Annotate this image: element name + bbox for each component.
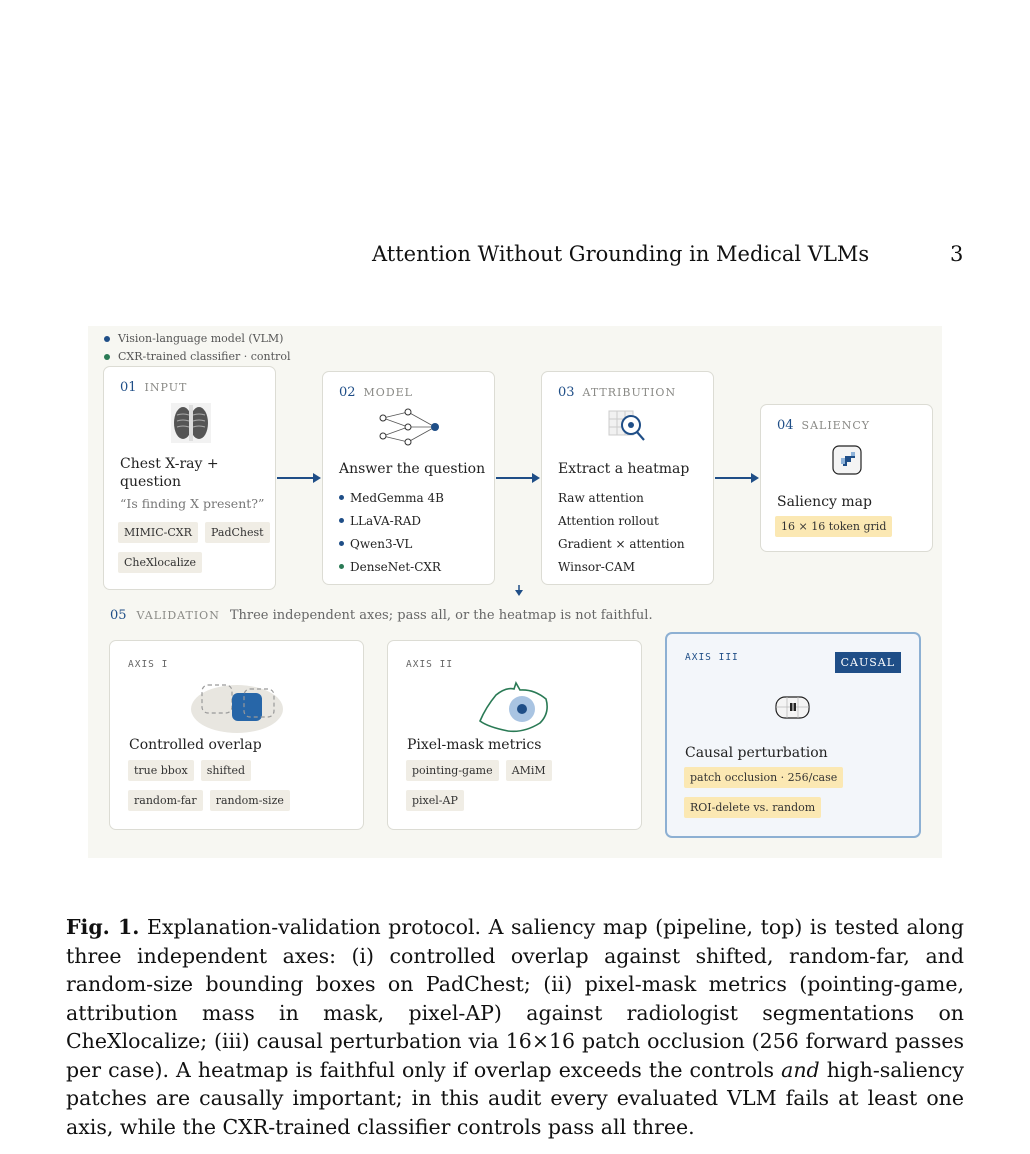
step-number: 05	[110, 608, 127, 623]
card-header	[558, 385, 676, 400]
step-tag: ATTRIBUTION	[582, 386, 677, 399]
validation-note: Three independent axes; pass all, or the heatmap is not faithful.	[229, 608, 653, 623]
model-name: LLaVA-RAD	[350, 513, 421, 528]
causal-badge: CAUSAL	[835, 652, 901, 673]
arrow-icon	[496, 477, 538, 479]
chip: pointing-game	[406, 760, 499, 781]
axis-label: AXIS I	[128, 659, 169, 670]
step-number: 04	[777, 418, 794, 433]
axis-chips	[128, 759, 353, 819]
axis-label: AXIS III	[685, 652, 739, 663]
legend-dot-icon	[104, 336, 110, 342]
model-card	[322, 371, 495, 585]
attribution-card	[541, 371, 714, 585]
step-number: 02	[339, 385, 356, 400]
overlap-icon	[190, 679, 284, 735]
card-title: Controlled overlap	[129, 737, 262, 753]
saliency-map-icon	[832, 445, 862, 475]
card-title: Answer the question	[339, 461, 486, 477]
arrow-icon	[277, 477, 319, 479]
card-title: Pixel-mask metrics	[407, 737, 542, 753]
card-header	[120, 380, 187, 395]
caption-text: high-saliency patches are causally important; in this audit every evaluated VLM fails at least one axis, while the CXR-trained classifier controls pass all three.	[66, 1057, 964, 1139]
chip: true bbox	[128, 760, 194, 781]
bullet-icon	[339, 541, 344, 546]
legend-label: Vision-language model (VLM)	[118, 332, 284, 345]
chip: CheXlocalize	[118, 552, 202, 573]
chip: MIMIC-CXR	[118, 522, 198, 543]
figure-caption	[66, 913, 964, 1141]
card-header	[339, 385, 413, 400]
list-item: Raw attention	[558, 490, 644, 505]
model-name: MedGemma 4B	[350, 490, 444, 505]
page-number: 3	[950, 242, 964, 266]
chip: random-far	[128, 790, 203, 811]
step-number: 01	[120, 380, 137, 395]
legend-item-control	[104, 350, 290, 363]
axis-chips	[684, 766, 909, 826]
running-title: Attention Without Grounding in Medical VLMs	[372, 242, 870, 266]
list-item	[339, 532, 444, 555]
list-item	[339, 509, 444, 532]
list-item: Gradient × attention	[558, 536, 685, 551]
caption-emphasis: and	[781, 1057, 820, 1082]
card-title: Chest X-ray + question	[120, 456, 219, 490]
figure-panel	[88, 326, 942, 858]
step-number: 03	[558, 385, 575, 400]
chip: shifted	[201, 760, 251, 781]
step-tag: MODEL	[363, 386, 413, 399]
model-name: DenseNet-CXR	[350, 559, 441, 574]
axis-chips	[406, 759, 631, 819]
chip: ROI-delete vs. random	[684, 797, 821, 818]
method-list	[558, 486, 685, 578]
legend-dot-icon	[104, 354, 110, 360]
mask-outline-icon	[478, 677, 554, 737]
model-name: Qwen3-VL	[350, 536, 413, 551]
bullet-icon	[339, 495, 344, 500]
caption-text: Explanation-validation protocol. A saliency map (pipeline, top) is tested along three independent axes: (i) controlled overlap against shifted, random-far, and random-size bounding boxes on PadChest; (ii) pixel-mask metrics (pointing-game, attribution mass in mask, pixel-AP) against radiologist segmentations on CheXlocalize; (iii) causal perturbation via 16×16 patch occlusion (256 forward passes per case). A heatmap is faithful only if overlap exceeds the controls	[66, 915, 964, 1082]
card-title: Causal perturbation	[685, 745, 828, 761]
arrow-icon	[715, 477, 757, 479]
input-card	[103, 366, 276, 590]
chip: random-size	[210, 790, 290, 811]
grid-magnifier-icon	[608, 410, 650, 444]
step-tag: SALIENCY	[801, 419, 871, 432]
network-icon	[377, 408, 443, 448]
chip: patch occlusion · 256/case	[684, 767, 843, 788]
saliency-card	[760, 404, 933, 552]
chip: pixel-AP	[406, 790, 464, 811]
model-list	[339, 486, 444, 578]
saliency-chips	[775, 515, 894, 545]
step-tag: INPUT	[144, 381, 188, 394]
card-title: Extract a heatmap	[558, 461, 690, 477]
bullet-icon	[339, 518, 344, 523]
chip: AMiM	[506, 760, 552, 781]
axis-1-card	[109, 640, 364, 830]
caption-label: Fig. 1.	[66, 915, 140, 939]
chip: 16 × 16 token grid	[775, 516, 892, 537]
validation-header	[110, 608, 653, 623]
list-item: Winsor-CAM	[558, 559, 635, 574]
axis-label: AXIS II	[406, 659, 454, 670]
list-item	[339, 555, 444, 578]
legend-label: CXR-trained classifier · control	[118, 350, 291, 363]
list-item: Attention rollout	[558, 513, 659, 528]
axis-3-card	[665, 632, 921, 838]
axis-2-card	[387, 640, 642, 830]
step-tag: VALIDATION	[136, 609, 220, 622]
legend-item-vlm	[104, 332, 283, 345]
bullet-icon	[339, 564, 344, 569]
card-header	[777, 418, 870, 433]
question-text: “Is finding X present?”	[120, 496, 265, 511]
arrow-down-icon	[514, 585, 524, 597]
dataset-chips	[118, 521, 273, 581]
list-item	[339, 486, 444, 509]
card-title: Saliency map	[777, 494, 872, 510]
patch-occlusion-icon	[775, 695, 811, 721]
xray-icon	[171, 403, 211, 443]
chip: PadChest	[205, 522, 270, 543]
